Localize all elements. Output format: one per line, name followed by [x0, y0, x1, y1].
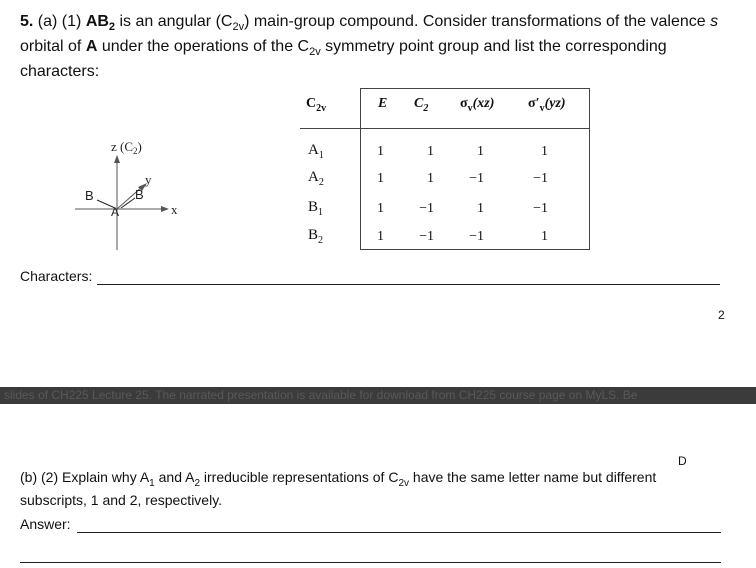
compound-formula: AB — [85, 13, 109, 30]
atom-b-right: B — [135, 187, 144, 202]
question-part-b: (b) (2) Explain why $A_1$ and $A_2$ irreducible representations of $C_{2v}$ have the same letter name but different subscripts, 1 and 2, respectively. — [20, 469, 657, 508]
table-header-e: E — [378, 96, 388, 111]
answer-label: Answer: — [20, 516, 71, 532]
question-number: 5. — [20, 13, 34, 30]
table-cell: 1 — [427, 144, 434, 159]
table-header-group: $C_{2v}$ — [306, 96, 327, 114]
table-cell: −1 — [469, 229, 484, 244]
table-cell: 1 — [477, 144, 484, 159]
y-axis-label: y — [145, 172, 152, 187]
page-number: 2 — [718, 308, 725, 322]
table-cell: 1 — [377, 144, 384, 159]
table-cell: −1 — [469, 171, 484, 186]
table-cell: 1 — [541, 229, 548, 244]
character-table — [300, 88, 590, 250]
presentation-banner: slides of CH225 Lecture 25. The narrated presentation is available for download from CH225 course page on MyLS. Be — [0, 387, 756, 404]
characters-label: Characters: — [20, 268, 93, 284]
atom-b-left: B — [85, 188, 94, 203]
z-axis-label: z $(C_2)$ — [111, 139, 142, 156]
table-cell: 1 — [427, 171, 434, 186]
molecule-diagram — [75, 138, 215, 253]
table-cell: 1 — [477, 201, 484, 216]
x-axis-label: x — [171, 202, 178, 217]
table-header-sigma-v-prime: $\sigma'_v(yz)$ — [528, 96, 566, 114]
table-row-irrep: $B_2$ — [308, 227, 324, 246]
table-cell: 1 — [541, 144, 548, 159]
part-a-prefix: (a) (1) — [37, 13, 82, 30]
table-cell: 1 — [377, 171, 384, 186]
table-row-irrep: $A_1$ — [308, 142, 324, 161]
characters-answer-line[interactable] — [97, 284, 720, 285]
table-header-c2: $C_2$ — [414, 96, 429, 114]
table-row-irrep: $A_2$ — [308, 169, 324, 188]
answer-line-2[interactable] — [20, 562, 721, 563]
table-cell: 1 — [377, 201, 384, 216]
corner-letter: D — [678, 454, 687, 468]
table-cell: −1 — [533, 171, 548, 186]
table-cell: −1 — [533, 201, 548, 216]
table-row-irrep: $B_1$ — [308, 199, 324, 218]
x-axis-arrow-icon — [161, 206, 169, 212]
table-header-sigma-v: $\sigma_v(xz)$ — [460, 96, 495, 114]
question-part-a: 5. (a) (1) $AB_2$ is an angular $(C_{2v})$ main-group compound. Consider transformations of the valence s orbital of A under the operations of the $C_{2v}$ symmetry point group and list the corresponding characters: — [20, 13, 719, 81]
answer-line-1[interactable] — [77, 532, 721, 533]
z-axis-arrow-icon — [114, 155, 120, 163]
table-cell: −1 — [419, 201, 434, 216]
table-cell: −1 — [419, 229, 434, 244]
table-cell: 1 — [377, 229, 384, 244]
atom-a-center: A — [111, 205, 120, 219]
